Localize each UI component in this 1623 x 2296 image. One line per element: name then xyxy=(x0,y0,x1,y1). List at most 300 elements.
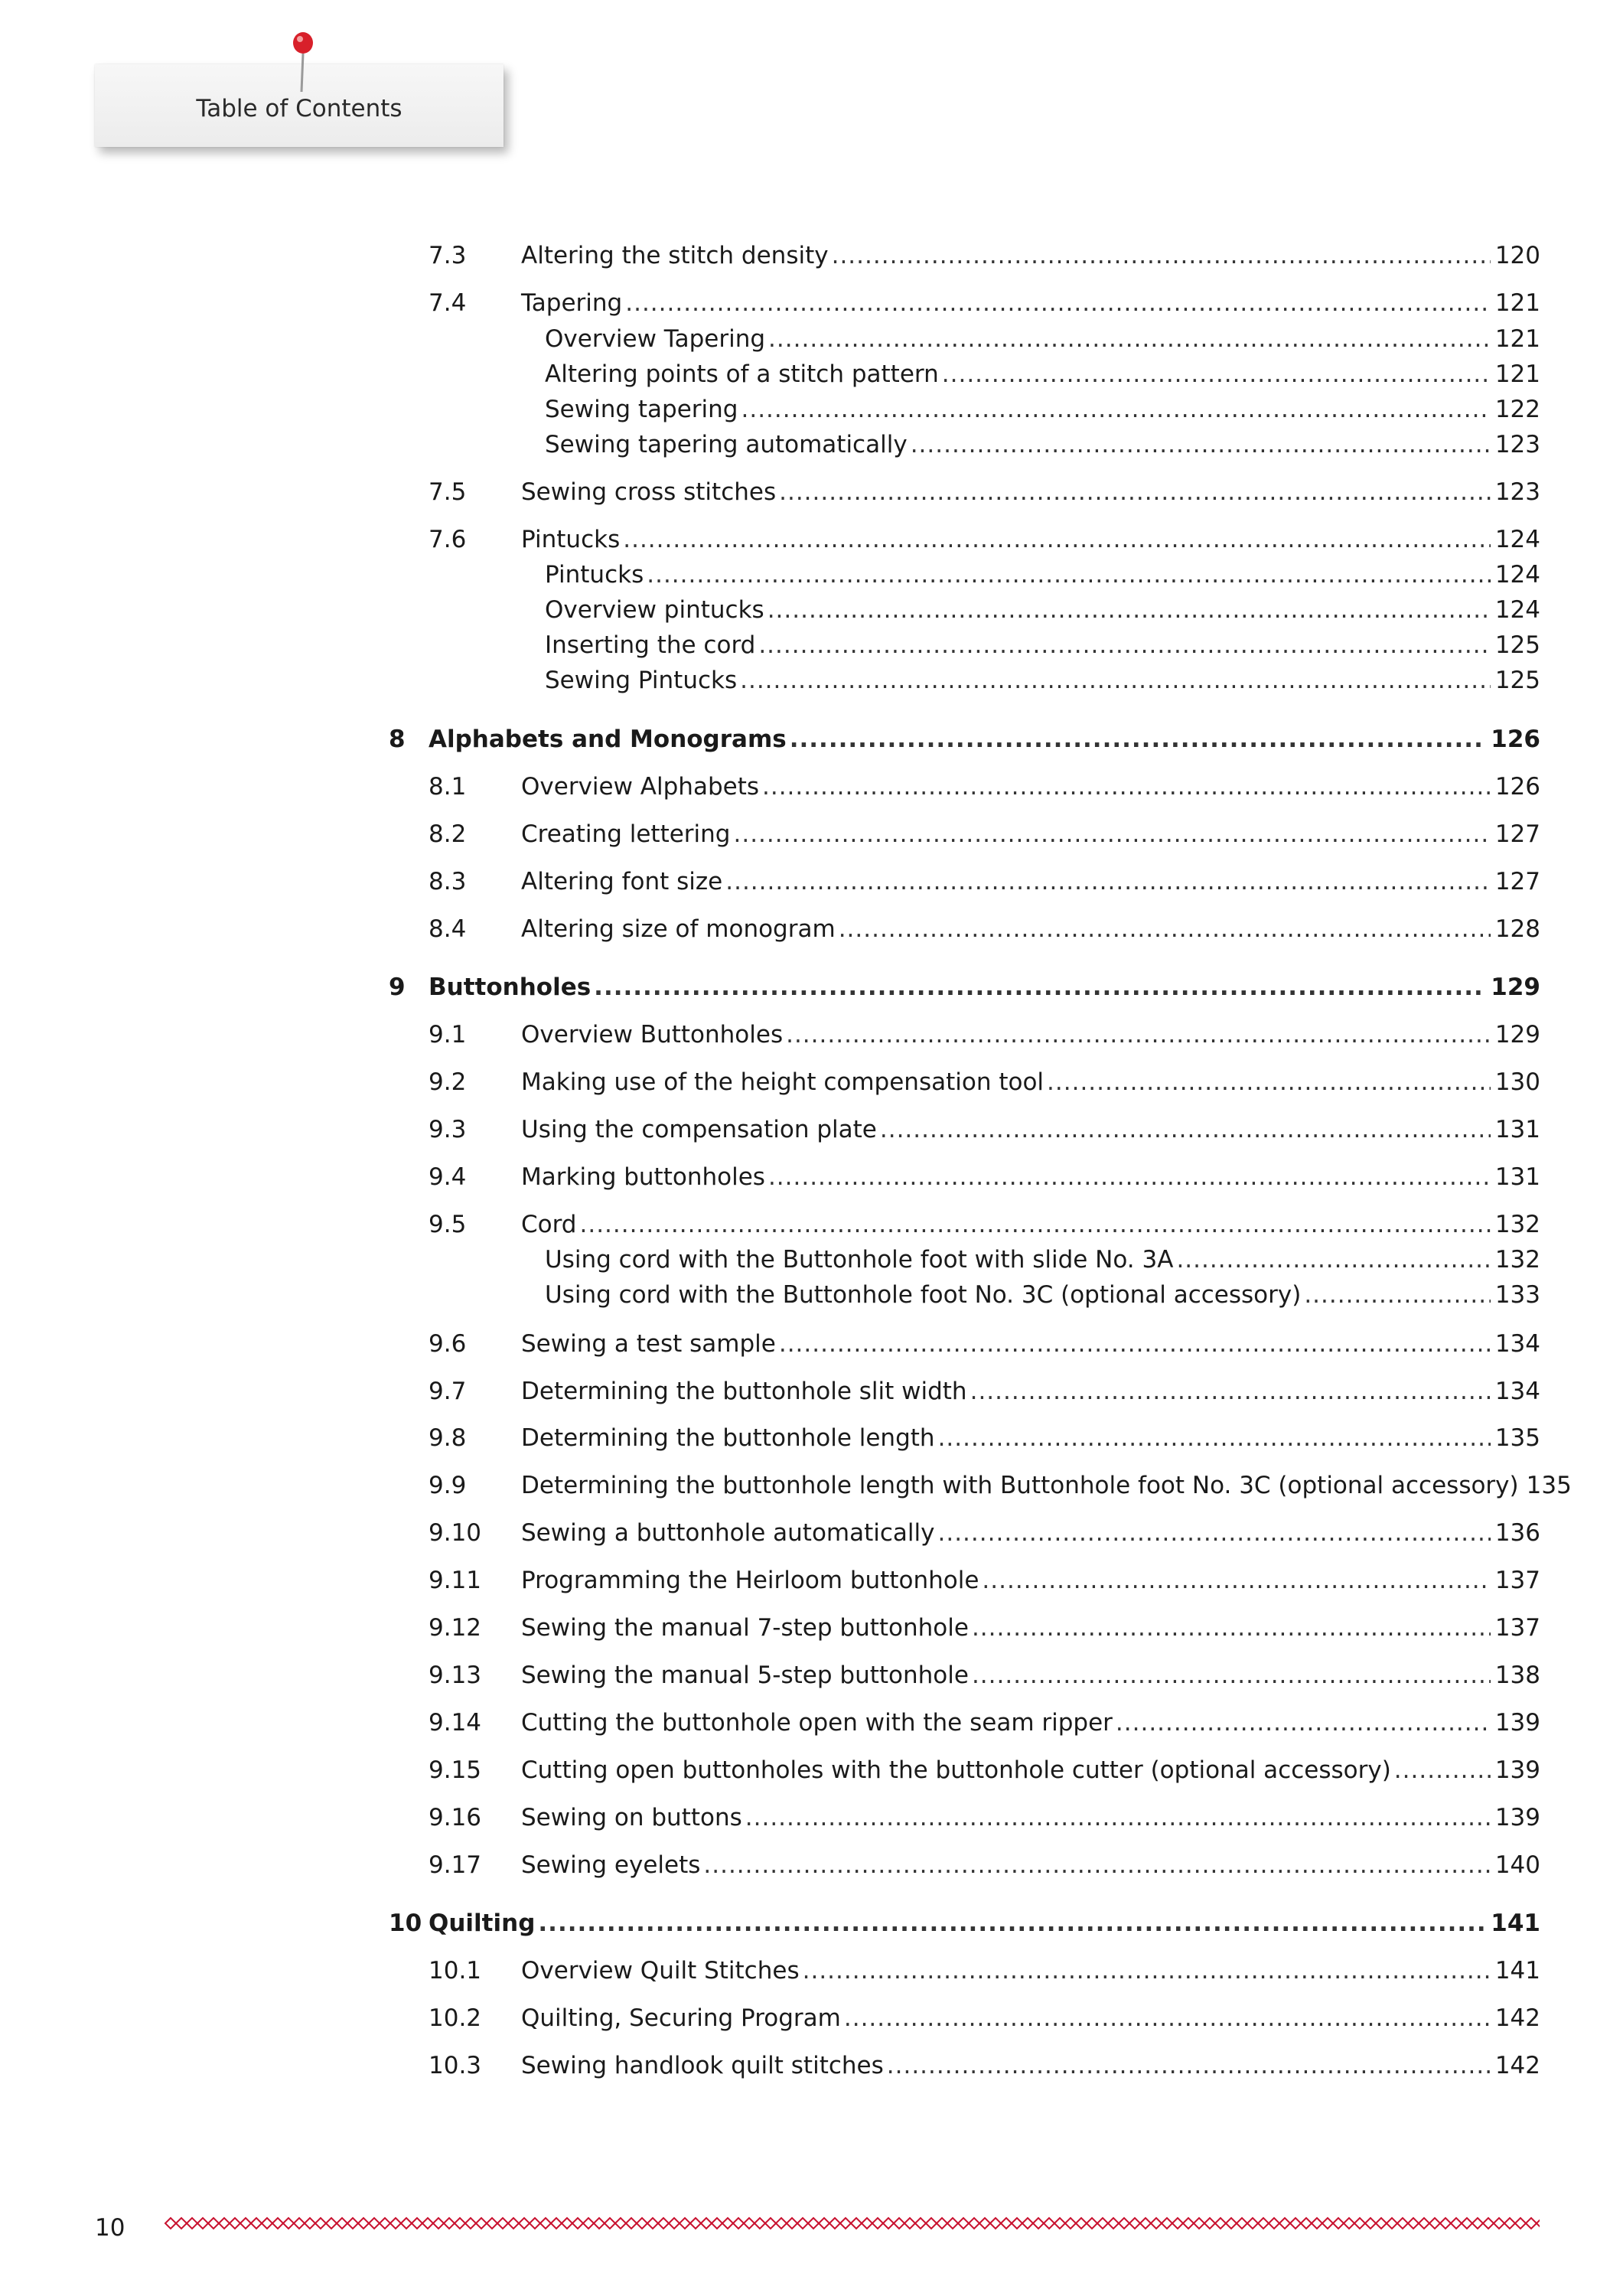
toc-section-entry[interactable] xyxy=(429,1207,1540,1242)
toc-section-entry[interactable] xyxy=(429,1953,1540,1988)
toc-title: Quilting xyxy=(429,1910,536,1937)
toc-title: Inserting the cord xyxy=(545,631,756,659)
dot-leader xyxy=(703,1848,1490,1883)
toc-page-number: 139 xyxy=(1494,1756,1540,1784)
ribbon-diamond xyxy=(455,2218,465,2229)
ribbon-diamond xyxy=(1247,2218,1258,2229)
toc-title: Sewing tapering xyxy=(545,396,738,423)
ribbon-diamond xyxy=(433,2218,444,2229)
ribbon-diamond xyxy=(283,2218,294,2229)
ribbon-diamond xyxy=(669,2218,680,2229)
toc-number: 9.8 xyxy=(429,1424,467,1452)
toc-number: 9.10 xyxy=(429,1519,482,1547)
ribbon-diamond xyxy=(937,2218,947,2229)
toc-number: 8.3 xyxy=(429,868,467,895)
ribbon-diamond xyxy=(390,2218,401,2229)
ribbon-diamond xyxy=(872,2218,883,2229)
ribbon-diamond xyxy=(1054,2218,1065,2229)
ribbon-diamond xyxy=(1151,2218,1162,2229)
toc-section-entry[interactable] xyxy=(429,1515,1540,1551)
ribbon-diamond xyxy=(862,2218,872,2229)
toc-page-number: 141 xyxy=(1491,1910,1540,1937)
toc-page-number: 124 xyxy=(1494,561,1540,589)
dot-leader xyxy=(625,285,1491,321)
toc-title: Overview Buttonholes xyxy=(521,1021,784,1049)
toc-section-entry[interactable] xyxy=(429,1848,1540,1883)
dot-leader xyxy=(887,2048,1491,2083)
toc-page-number: 127 xyxy=(1494,868,1540,895)
dot-leader xyxy=(725,864,1491,899)
ribbon-diamond xyxy=(990,2218,1001,2229)
ribbon-diamond xyxy=(1333,2218,1344,2229)
ribbon-diamond xyxy=(326,2218,337,2229)
toc-section-entry[interactable] xyxy=(429,864,1540,899)
toc-page-number: 133 xyxy=(1494,1281,1540,1309)
ribbon-diamond xyxy=(230,2218,240,2229)
toc-title: Sewing cross stitches xyxy=(521,478,777,506)
toc-section-entry[interactable] xyxy=(429,1420,1540,1456)
toc-title: Altering the stitch density xyxy=(521,242,829,269)
ribbon-diamond xyxy=(401,2218,412,2229)
toc-number: 9.12 xyxy=(429,1614,482,1642)
toc-page-number: 136 xyxy=(1494,1519,1540,1547)
toc-number: 9.3 xyxy=(429,1116,467,1143)
toc-number: 9.6 xyxy=(429,1330,467,1358)
dot-leader xyxy=(803,1953,1491,1988)
toc-page-number: 132 xyxy=(1494,1211,1540,1238)
ribbon-diamond xyxy=(733,2218,744,2229)
dot-leader xyxy=(982,1563,1490,1598)
dot-leader xyxy=(768,592,1491,628)
toc-section-entry[interactable] xyxy=(429,817,1540,852)
toc-subentry[interactable] xyxy=(429,557,1540,592)
ribbon-diamond xyxy=(197,2218,208,2229)
ribbon-diamond xyxy=(1387,2218,1397,2229)
ribbon-diamond xyxy=(369,2218,380,2229)
dot-leader xyxy=(1047,1065,1491,1100)
toc-number: 8.1 xyxy=(429,773,467,801)
ribbon-diamond xyxy=(947,2218,958,2229)
ribbon-diamond xyxy=(1001,2218,1012,2229)
toc-chapter-entry[interactable] xyxy=(389,1906,1540,1941)
toc-title: Buttonholes xyxy=(429,974,592,1001)
ribbon-diamond xyxy=(1065,2218,1076,2229)
ribbon-diamond xyxy=(1269,2218,1279,2229)
ribbon-diamond xyxy=(1526,2218,1537,2229)
ribbon-diamond xyxy=(1119,2218,1129,2229)
toc-page-number: 139 xyxy=(1494,1804,1540,1831)
ribbon-diamond xyxy=(262,2218,272,2229)
toc-section-entry[interactable] xyxy=(429,1468,1572,1503)
ribbon-diamond xyxy=(744,2218,754,2229)
toc-number: 7.5 xyxy=(429,478,467,506)
toc-number: 9.11 xyxy=(429,1567,482,1594)
ribbon-diamond xyxy=(797,2218,808,2229)
ribbon-diamond xyxy=(1162,2218,1172,2229)
dot-leader xyxy=(768,1159,1491,1195)
ribbon-diamond xyxy=(658,2218,669,2229)
dot-leader xyxy=(880,1112,1491,1147)
toc-section-entry[interactable] xyxy=(429,912,1540,947)
ribbon-diamond xyxy=(294,2218,305,2229)
ribbon-diamond xyxy=(176,2218,187,2229)
toc-section-entry[interactable] xyxy=(429,1610,1540,1645)
toc-page-number: 135 xyxy=(1526,1472,1572,1499)
toc-section-entry[interactable] xyxy=(429,1159,1540,1195)
ribbon-diamond xyxy=(305,2218,315,2229)
toc-subentry[interactable] xyxy=(429,392,1540,427)
toc-number: 8.4 xyxy=(429,915,467,943)
ribbon-diamond xyxy=(605,2218,615,2229)
dot-leader xyxy=(972,1610,1491,1645)
ribbon-diamond xyxy=(1483,2218,1494,2229)
dot-leader xyxy=(740,663,1491,698)
ribbon-diamond xyxy=(1515,2218,1526,2229)
ribbon-diamond xyxy=(722,2218,733,2229)
toc-title: Using cord with the Buttonhole foot No. 3C (optional accessory) xyxy=(545,1281,1302,1309)
ribbon-diamond xyxy=(444,2218,455,2229)
dot-leader xyxy=(741,392,1490,427)
toc-number: 10 xyxy=(389,1910,422,1937)
ribbon-diamond xyxy=(187,2218,197,2229)
toc-page-number: 127 xyxy=(1494,820,1540,848)
toc-number: 8.2 xyxy=(429,820,467,848)
ribbon-diamond xyxy=(819,2218,829,2229)
toc-page-number: 130 xyxy=(1494,1068,1540,1096)
ribbon-diamond xyxy=(465,2218,476,2229)
ribbon-diamond xyxy=(540,2218,551,2229)
decorative-ribbon xyxy=(161,2214,1540,2232)
dot-leader xyxy=(758,628,1491,663)
ribbon-diamond xyxy=(572,2218,583,2229)
ribbon-diamond xyxy=(787,2218,797,2229)
ribbon-diamond xyxy=(1354,2218,1365,2229)
toc-section-entry[interactable] xyxy=(429,1563,1540,1598)
ribbon-diamond xyxy=(829,2218,840,2229)
dot-leader xyxy=(938,1420,1491,1456)
toc-section-entry[interactable] xyxy=(429,285,1540,321)
dot-leader xyxy=(768,321,1491,357)
toc-title: Marking buttonholes xyxy=(521,1163,765,1191)
ribbon-diamond xyxy=(1172,2218,1183,2229)
toc-title: Overview Alphabets xyxy=(521,773,759,801)
toc-title: Sewing handlook quilt stitches xyxy=(521,2052,884,2079)
ribbon-diamond xyxy=(165,2218,176,2229)
ribbon-diamond xyxy=(1204,2218,1215,2229)
toc-section-entry[interactable] xyxy=(429,475,1540,510)
toc-number: 9.5 xyxy=(429,1211,467,1238)
toc-page-number: 123 xyxy=(1494,431,1540,458)
dot-leader xyxy=(762,769,1491,804)
toc-title: Altering font size xyxy=(521,868,723,895)
toc-title: Sewing eyelets xyxy=(521,1851,701,1879)
toc-title: Sewing tapering automatically xyxy=(545,431,908,458)
ribbon-diamond xyxy=(1419,2218,1429,2229)
dot-leader xyxy=(779,475,1491,510)
ribbon-diamond xyxy=(1472,2218,1483,2229)
toc-title: Cutting open buttonholes with the buttonhole cutter (optional accessory) xyxy=(521,1756,1391,1784)
ribbon-diamond xyxy=(926,2218,937,2229)
ribbon-diamond xyxy=(337,2218,347,2229)
ribbon-diamond xyxy=(1226,2218,1237,2229)
ribbon-diamond xyxy=(958,2218,969,2229)
dot-leader xyxy=(733,817,1490,852)
dot-leader xyxy=(844,2001,1491,2036)
ribbon-diamond xyxy=(969,2218,979,2229)
toc-page-number: 121 xyxy=(1494,360,1540,388)
dot-leader xyxy=(1176,1242,1490,1277)
ribbon-diamond xyxy=(701,2218,712,2229)
toc-number: 9.9 xyxy=(429,1472,467,1499)
toc-title: Pintucks xyxy=(545,561,644,589)
ribbon-diamond xyxy=(562,2218,572,2229)
toc-page-number: 126 xyxy=(1494,773,1540,801)
ribbon-diamond xyxy=(1322,2218,1333,2229)
ribbon-diamond xyxy=(1087,2218,1097,2229)
toc-subentry[interactable] xyxy=(429,1277,1540,1313)
toc-section-entry[interactable] xyxy=(429,1705,1540,1740)
toc-section-entry[interactable] xyxy=(429,1753,1540,1788)
toc-title: Tapering xyxy=(521,289,623,317)
toc-page-number: 129 xyxy=(1491,974,1540,1001)
ribbon-diamond xyxy=(626,2218,637,2229)
ribbon-diamond xyxy=(712,2218,722,2229)
ribbon-diamond xyxy=(347,2218,358,2229)
dot-leader xyxy=(786,1017,1491,1052)
ribbon-diamond xyxy=(251,2218,262,2229)
toc-title: Cutting the buttonhole open with the seam ripper xyxy=(521,1709,1113,1737)
dot-leader xyxy=(790,722,1487,757)
toc-page-number: 132 xyxy=(1494,1246,1540,1274)
ribbon-diamond xyxy=(765,2218,776,2229)
toc-title: Determining the buttonhole length with Buttonhole foot No. 3C (optional accessory) xyxy=(521,1472,1519,1499)
ribbon-diamond xyxy=(519,2218,530,2229)
toc-number: 9.16 xyxy=(429,1804,482,1831)
ribbon-diamond xyxy=(1344,2218,1354,2229)
ribbon-diamond xyxy=(594,2218,605,2229)
ribbon-diamond xyxy=(1258,2218,1269,2229)
toc-number: 7.6 xyxy=(429,526,467,553)
ribbon-diamond xyxy=(1012,2218,1022,2229)
ribbon-diamond xyxy=(497,2218,508,2229)
toc-section-entry[interactable] xyxy=(429,769,1540,804)
toc-subentry[interactable] xyxy=(429,321,1540,357)
toc-number: 10.1 xyxy=(429,1957,482,1985)
ribbon-diamond xyxy=(615,2218,626,2229)
ribbon-diamond xyxy=(647,2218,658,2229)
ribbon-diamond xyxy=(776,2218,787,2229)
toc-page-number: 141 xyxy=(1494,1957,1540,1985)
toc-page-number: 126 xyxy=(1491,726,1540,753)
toc-title: Creating lettering xyxy=(521,820,731,848)
toc-page-number: 142 xyxy=(1494,2052,1540,2079)
toc-section-entry[interactable] xyxy=(429,1065,1540,1100)
toc-number: 9 xyxy=(389,974,406,1001)
dot-leader xyxy=(1116,1705,1491,1740)
toc-number: 7.4 xyxy=(429,289,467,317)
toc-title: Determining the buttonhole length xyxy=(521,1424,935,1452)
toc-subentry[interactable] xyxy=(429,628,1540,663)
toc-number: 9.1 xyxy=(429,1021,467,1049)
toc-title: Sewing on buttons xyxy=(521,1804,742,1831)
ribbon-diamond xyxy=(840,2218,851,2229)
toc-subentry[interactable] xyxy=(429,663,1540,698)
toc-subentry[interactable] xyxy=(429,357,1540,392)
ribbon-diamond xyxy=(1033,2218,1044,2229)
ribbon-diamond xyxy=(1462,2218,1472,2229)
toc-number: 9.17 xyxy=(429,1851,482,1879)
dot-leader xyxy=(779,1326,1491,1362)
toc-title: Cord xyxy=(521,1211,577,1238)
ribbon-diamond xyxy=(380,2218,390,2229)
ribbon-diamond xyxy=(637,2218,647,2229)
dot-leader xyxy=(970,1374,1491,1409)
ribbon-diamond xyxy=(1429,2218,1440,2229)
toc-section-entry[interactable] xyxy=(429,2048,1540,2083)
dot-leader xyxy=(839,912,1491,947)
ribbon-diamond xyxy=(412,2218,422,2229)
section-tab-title: Table of Contents xyxy=(196,95,402,122)
toc-chapter-entry[interactable] xyxy=(389,722,1540,757)
ribbon-diamond xyxy=(904,2218,915,2229)
toc-number: 9.4 xyxy=(429,1163,467,1191)
toc-title: Overview Tapering xyxy=(545,325,766,353)
toc-chapter-entry[interactable] xyxy=(389,970,1540,1005)
toc-section-entry[interactable] xyxy=(429,1112,1540,1147)
toc-subentry[interactable] xyxy=(429,592,1540,628)
toc-number: 7.3 xyxy=(429,242,467,269)
ribbon-diamond xyxy=(1194,2218,1204,2229)
toc-title: Sewing a buttonhole automatically xyxy=(521,1519,935,1547)
toc-section-entry[interactable] xyxy=(429,1800,1540,1835)
toc-title: Programming the Heirloom buttonhole xyxy=(521,1567,979,1594)
toc-section-entry[interactable] xyxy=(429,1374,1540,1409)
ribbon-diamond xyxy=(1504,2218,1515,2229)
dot-leader xyxy=(1394,1753,1491,1788)
toc-section-entry[interactable] xyxy=(429,1326,1540,1362)
toc-title: Alphabets and Monograms xyxy=(429,726,787,753)
ribbon-diamond xyxy=(1129,2218,1140,2229)
ribbon-diamond xyxy=(690,2218,701,2229)
toc-subentry[interactable] xyxy=(429,1242,1540,1277)
toc-section-entry[interactable] xyxy=(429,1017,1540,1052)
toc-section-entry[interactable] xyxy=(429,2001,1540,2036)
toc-page-number: 131 xyxy=(1494,1163,1540,1191)
toc-number: 10.3 xyxy=(429,2052,482,2079)
toc-page-number: 125 xyxy=(1494,667,1540,694)
toc-number: 8 xyxy=(389,726,406,753)
ribbon-diamond xyxy=(422,2218,433,2229)
ribbon-diamond xyxy=(1494,2218,1504,2229)
toc-page-number: 121 xyxy=(1494,289,1540,317)
toc-page-number: 134 xyxy=(1494,1378,1540,1405)
ribbon-diamond xyxy=(1365,2218,1376,2229)
toc-title: Overview pintucks xyxy=(545,596,764,624)
toc-subentry[interactable] xyxy=(429,427,1540,462)
toc-section-entry[interactable] xyxy=(429,1658,1540,1693)
ribbon-diamond xyxy=(1097,2218,1108,2229)
dot-leader xyxy=(938,1515,1491,1551)
ribbon-diamond xyxy=(1376,2218,1387,2229)
toc-section-entry[interactable] xyxy=(429,522,1540,557)
ribbon-diamond xyxy=(1279,2218,1290,2229)
ribbon-diamond xyxy=(487,2218,497,2229)
toc-page-number: 137 xyxy=(1494,1567,1540,1594)
ribbon-diamond xyxy=(915,2218,926,2229)
toc-page-number: 120 xyxy=(1494,242,1540,269)
toc-page-number: 121 xyxy=(1494,325,1540,353)
toc-page-number: 124 xyxy=(1494,596,1540,624)
dot-leader xyxy=(745,1800,1491,1835)
ribbon-diamond xyxy=(1022,2218,1033,2229)
toc-page-number: 140 xyxy=(1494,1851,1540,1879)
ribbon-diamond xyxy=(551,2218,562,2229)
ribbon-diamond xyxy=(358,2218,369,2229)
ribbon-diamond xyxy=(240,2218,251,2229)
toc-page-number: 124 xyxy=(1494,526,1540,553)
ribbon-diamond xyxy=(530,2218,540,2229)
toc-number: 9.15 xyxy=(429,1756,482,1784)
toc-page-number: 142 xyxy=(1494,2004,1540,2032)
toc-title: Using the compensation plate xyxy=(521,1116,877,1143)
dot-leader xyxy=(972,1658,1491,1693)
toc-page-number: 129 xyxy=(1494,1021,1540,1049)
toc-title: Overview Quilt Stitches xyxy=(521,1957,800,1985)
ribbon-diamond xyxy=(1451,2218,1462,2229)
toc-number: 9.14 xyxy=(429,1709,482,1737)
dot-leader xyxy=(832,238,1491,273)
ribbon-diamond xyxy=(208,2218,219,2229)
ribbon-diamond xyxy=(1312,2218,1322,2229)
ribbon-diamond xyxy=(1140,2218,1151,2229)
toc-title: Sewing the manual 5-step buttonhole xyxy=(521,1662,969,1689)
pushpin-icon xyxy=(282,23,324,92)
ribbon-diamond xyxy=(754,2218,765,2229)
toc-title: Quilting, Securing Program xyxy=(521,2004,841,2032)
toc-number: 10.2 xyxy=(429,2004,482,2032)
toc-page-number: 135 xyxy=(1494,1424,1540,1452)
ribbon-diamond xyxy=(1440,2218,1451,2229)
ribbon-diamond xyxy=(883,2218,894,2229)
toc-section-entry[interactable] xyxy=(429,238,1540,273)
ribbon-diamond xyxy=(1537,2218,1540,2229)
ribbon-diamond xyxy=(315,2218,326,2229)
ribbon-diamond xyxy=(508,2218,519,2229)
ribbon-diamond xyxy=(219,2218,230,2229)
toc-title: Determining the buttonhole slit width xyxy=(521,1378,967,1405)
toc-page-number: 123 xyxy=(1494,478,1540,506)
ribbon-diamond xyxy=(808,2218,819,2229)
dot-leader xyxy=(911,427,1491,462)
toc-number: 9.13 xyxy=(429,1662,482,1689)
ribbon-diamond xyxy=(1301,2218,1312,2229)
toc-title: Altering points of a stitch pattern xyxy=(545,360,939,388)
ribbon-diamond xyxy=(1044,2218,1054,2229)
dot-leader xyxy=(942,357,1491,392)
ribbon-diamond xyxy=(476,2218,487,2229)
ribbon-diamond xyxy=(1215,2218,1226,2229)
toc-page-number: 125 xyxy=(1494,631,1540,659)
ribbon-diamond xyxy=(979,2218,990,2229)
toc-page-number: 131 xyxy=(1494,1116,1540,1143)
toc-page-number: 134 xyxy=(1494,1330,1540,1358)
toc-page-number: 137 xyxy=(1494,1614,1540,1642)
toc-number: 9.2 xyxy=(429,1068,467,1096)
toc-title: Altering size of monogram xyxy=(521,915,836,943)
toc-page-number: 139 xyxy=(1494,1709,1540,1737)
ribbon-diamond xyxy=(851,2218,862,2229)
toc-title: Sewing the manual 7-step buttonhole xyxy=(521,1614,969,1642)
